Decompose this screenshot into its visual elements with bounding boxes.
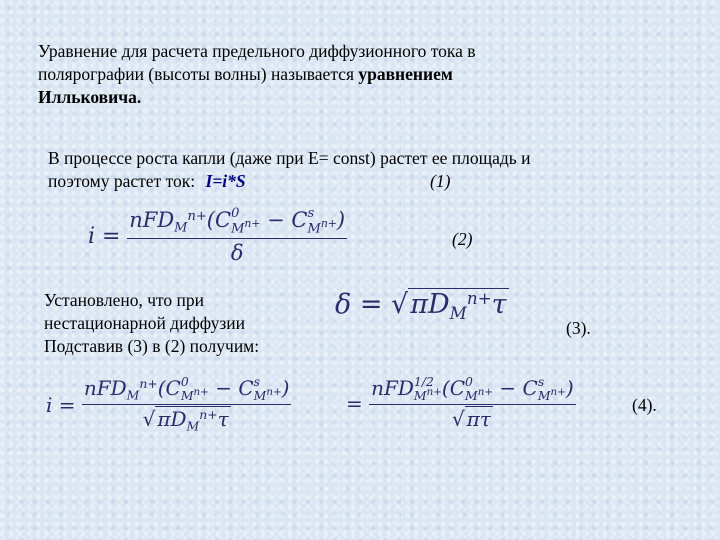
- intro-bold-term: уравнением: [358, 64, 453, 84]
- intro-line-1: Уравнение для расчета предельного диффузионного тока в: [38, 41, 476, 61]
- equation-2-label: (2): [452, 229, 473, 249]
- equation-4-fraction-2: nFD 1/2 $M^{n+}$ (C 0 $M^{n+}$ − C s $M^{n+}$ ) √ πτ: [371, 374, 574, 431]
- established-line-2: нестационарной диффузии: [44, 313, 245, 333]
- intro-bold-name: Илльковича.: [38, 87, 142, 107]
- process-line-1: В процессе роста капли (даже при E= const) растет ее площадь и: [48, 148, 531, 168]
- equation-4-right: = nFD 1/2 $M^{n+}$ (C 0 $M^{n+}$ − C s $M^{n+}$ ) √ πτ: [346, 374, 574, 431]
- equation-4-fraction-1: nFD$_M^{n+}$(C 0 $M^{n+}$ − C s $M^{n+}$ ) √ $\pi D_M^{n+}\tau$: [83, 374, 290, 434]
- current-formula: I=i*S: [205, 171, 246, 191]
- intro-line-3: [38, 86, 678, 109]
- equation-3-label: (3).: [566, 318, 591, 338]
- established-paragraph: [44, 289, 344, 358]
- equation-2: i = nFD$_M^{n+}$(C 0 $M^{n+}$ − C s $M^{n+}$ ) δ: [88, 206, 346, 265]
- process-paragraph: [48, 147, 688, 193]
- equation-3: $\delta = √\pi D_M^{n+}\tau$: [335, 288, 507, 324]
- process-line-2: [48, 170, 688, 193]
- intro-line-2: [38, 63, 678, 86]
- equation-4-left: i = nFD$_M^{n+}$(C 0 $M^{n+}$ − C s $M^{n+}$ ) √ $\pi D_M^{n+}\tau$: [46, 374, 290, 434]
- equation-1-label: (1): [430, 171, 451, 191]
- equation-4-label: (4).: [632, 395, 657, 415]
- equation-2-fraction: nFD$_M^{n+}$(C 0 $M^{n+}$ − C s $M^{n+}$ ) δ: [129, 206, 346, 265]
- established-line-1: Установлено, что при: [44, 290, 205, 310]
- intro-line-2-text: полярографии (высоты волны) называется: [38, 64, 359, 84]
- established-line-3: Подставив (3) в (2) получим:: [44, 336, 260, 356]
- intro-paragraph: [38, 40, 678, 109]
- process-line-2-text: поэтому растет ток:: [48, 171, 196, 191]
